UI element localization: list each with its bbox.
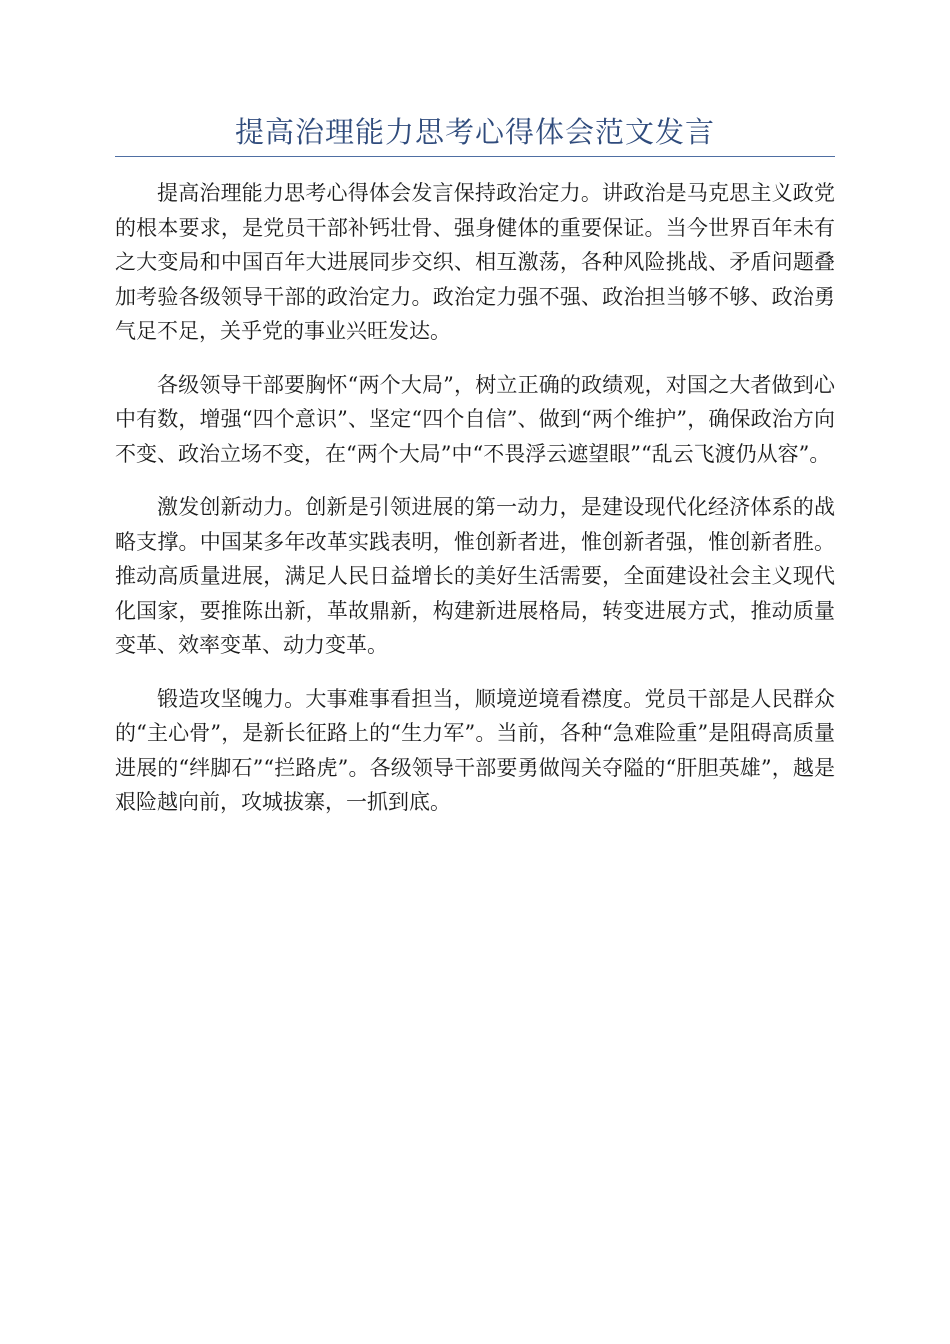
document-body: [115, 176, 835, 839]
document-title: 提高治理能力思考心得体会范文发言: [234, 115, 715, 149]
paragraph-two-overall-situations: 各级领导干部要胸怀“两个大局”，树立正确的政绩观，对国之大者做到心中有数，增强“四个意识”、坚定“四个自信”、做到“两个维护”，确保政治方向不变、政治立场不变，在“两个大局”中“不畏浮云遮望眼”“乱云飞渡仍从容”。: [115, 372, 835, 466]
paragraph-political-resolve: 提高治理能力思考心得体会发言保持政治定力。讲政治是马克思主义政党的根本要求，是党员干部补钙壮骨、强身健体的重要保证。当今世界百年未有之大变局和中国百年大进展同步交织、相互激荡，各种风险挑战、矛盾问题叠加考验各级领导干部的政治定力。政治定力强不强、政治担当够不够、政治勇气足不足，关乎党的事业兴旺发达。: [115, 181, 835, 343]
paragraph-innovation-drive: 激发创新动力。创新是引领进展的第一动力，是建设现代化经济体系的战略支撑。中国某多年改革实践表明，惟创新者进，惟创新者强，惟创新者胜。推动高质量进展，满足人民日益增长的美好生活需要，全面建设社会主义现代化国家，要推陈出新，革故鼎新，构建新进展格局，转变进展方式，推动质量变革、效率变革、动力变革。: [115, 495, 835, 657]
title-block: [115, 108, 835, 157]
paragraph-tackling-difficulties: 锻造攻坚魄力。大事难事看担当，顺境逆境看襟度。党员干部是人民群众的“主心骨”，是新长征路上的“生力军”。当前，各种“急难险重”是阻碍高质量进展的“绊脚石”“拦路虎”。各级领导干部要勇做闯关夺隘的“肝胆英雄”，越是艰险越向前，攻城拔寨，一抓到底。: [115, 686, 835, 814]
